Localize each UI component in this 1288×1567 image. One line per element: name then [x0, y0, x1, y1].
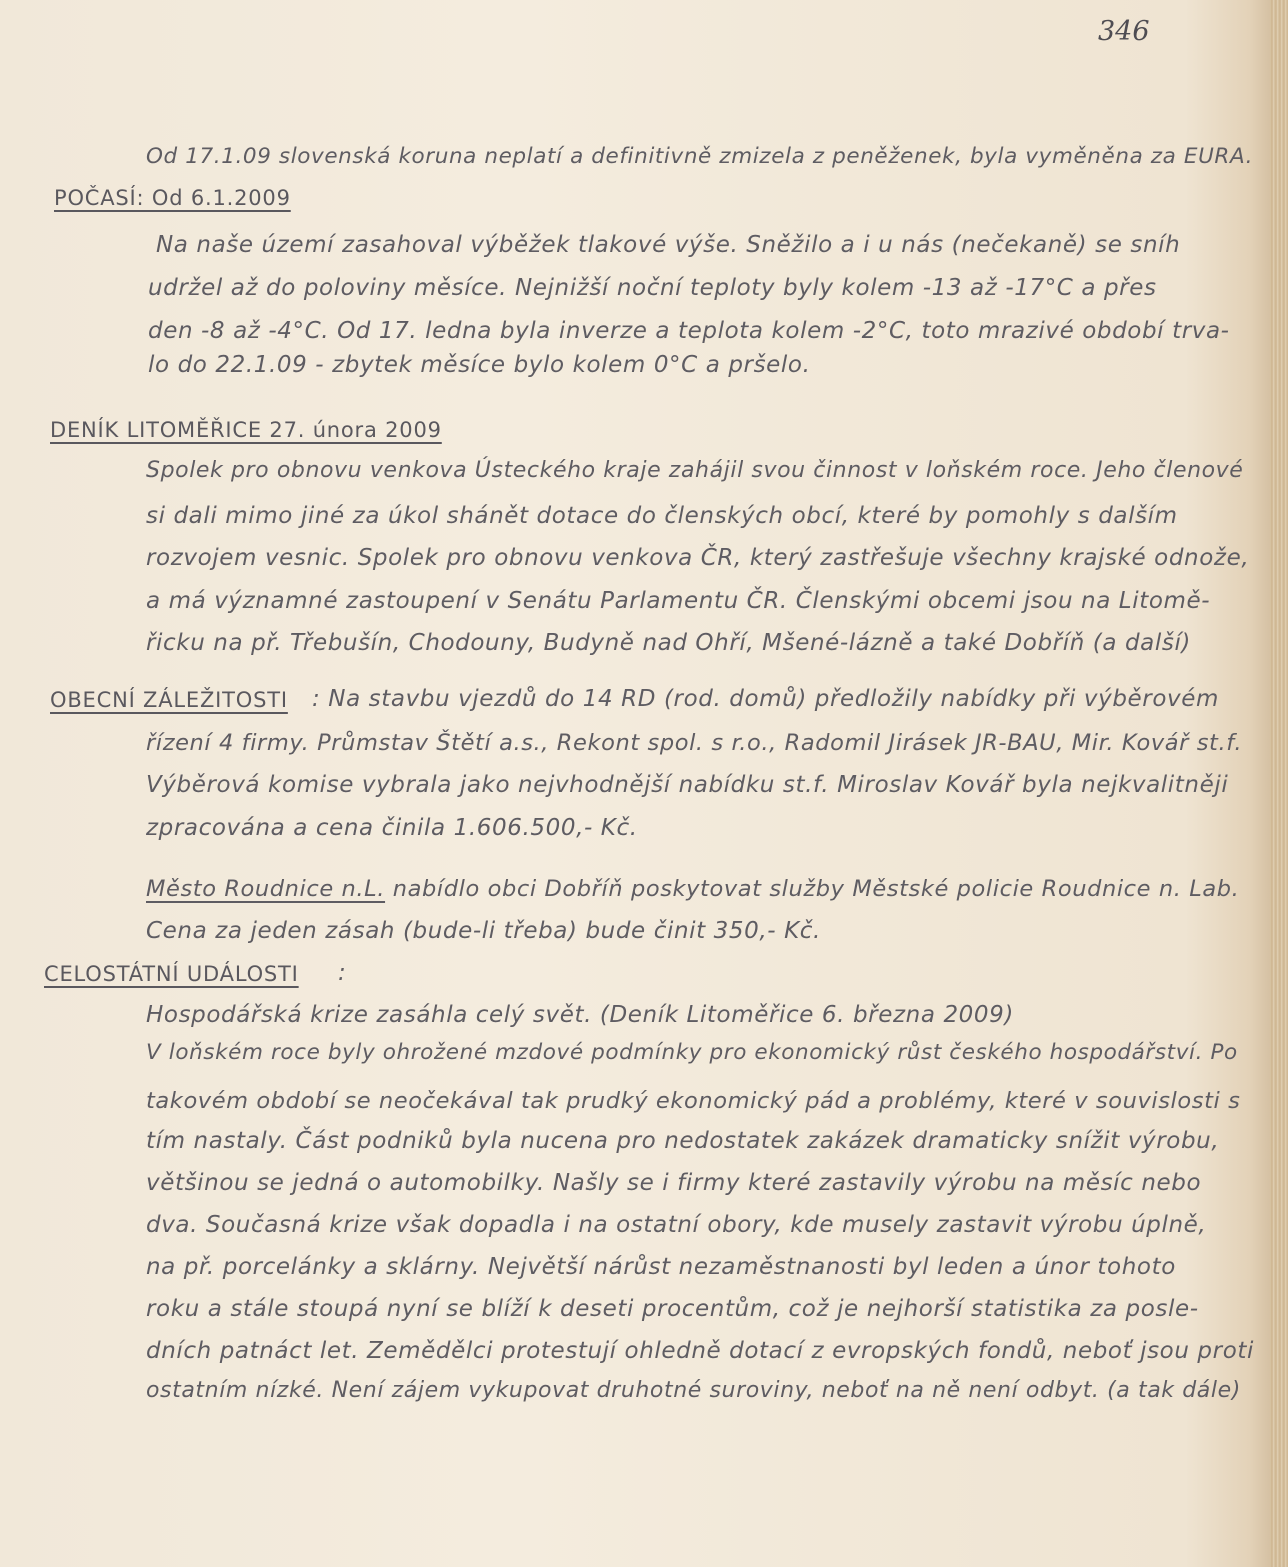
obecni-line: Výběrová komise vybrala jako nejvhodnější nabídku st.f. Miroslav Kovář byla nejkvalitněji [146, 772, 1229, 798]
weather-line: Na naše území zasahoval výběžek tlakové výše. Sněžilo a i u nás (nečekaně) se sníh [156, 232, 1181, 258]
denik-heading: DENÍK LITOMĚŘICE 27. února 2009 [50, 418, 442, 442]
denik-line: si dali mimo jiné za úkol shánět dotace do členských obcí, které by pomohly s dalším [146, 503, 1178, 529]
celostatni-line: ostatním nízké. Není zájem vykupovat druhotné suroviny, neboť na ně není odbyt. (a tak dále) [146, 1378, 1241, 1403]
intro-line: Od 17.1.09 slovenská koruna neplatí a definitivně zmizela z peněženek, byla vyměněna za EURA. [146, 144, 1254, 169]
weather-line: den -8 až -4°C. Od 17. ledna byla inverze a teplota kolem -2°C, toto mrazivé období trva- [148, 318, 1230, 344]
celostatni-line: Hospodářská krize zasáhla celý svět. (Deník Litoměřice 6. března 2009) [146, 1002, 1014, 1028]
mesto-line-2: Cena za jeden zásah (bude-li třeba) bude činit 350,- Kč. [146, 918, 821, 944]
obecni-heading: OBECNÍ ZÁLEŽITOSTI [50, 688, 288, 712]
mesto-underlined: Město Roudnice n.L. [146, 876, 386, 902]
denik-line: rozvojem vesnic. Spolek pro obnovu venkova ČR, který zastřešuje všechny krajské odnože, [146, 545, 1250, 571]
celostatni-line: většinou se jedná o automobilky. Našly se i firmy které zastavily výrobu na měsíc nebo [146, 1170, 1202, 1196]
denik-line: Spolek pro obnovu venkova Ústeckého kraje zahájil svou činnost v loňském roce. Jeho členové [146, 458, 1244, 483]
celostatni-line: V loňském roce byly ohrožené mzdové podmínky pro ekonomický růst českého hospodářství. Po [146, 1040, 1238, 1065]
celostatni-line: dva. Současná krize však dopadla i na ostatní obory, kde musely zastavit výrobu úplně, [146, 1212, 1207, 1238]
denik-line: řicku na př. Třebušín, Chodouny, Budyně nad Ohří, Mšené-lázně a také Dobříň (a další) [146, 630, 1192, 656]
obecni-line: řízení 4 firmy. Průmstav Štětí a.s., Rekont spol. s r.o., Radomil Jirásek JR-BAU, Mir. Kovář st.f. [146, 730, 1243, 756]
celostatni-heading-tail: : [338, 960, 347, 986]
celostatni-line: takovém období se neočekával tak prudký ekonomický pád a problémy, které v souvislosti s [146, 1088, 1241, 1114]
celostatni-line: roku a stále stoupá nyní se blíží k deseti procentům, což je nejhorší statistika za posle- [146, 1296, 1199, 1322]
obecni-heading-tail: : Na stavbu vjezdů do 14 RD (rod. domů) předložily nabídky při výběrovém [312, 686, 1219, 712]
celostatni-line: na př. porcelánky a sklárny. Největší nárůst nezaměstnanosti byl leden a únor tohoto [146, 1254, 1176, 1280]
weather-line: udržel až do poloviny měsíce. Nejnižší noční teploty byly kolem -13 až -17°C a přes [148, 275, 1157, 301]
weather-line: lo do 22.1.09 - zbytek měsíce bylo kolem 0°C a pršelo. [148, 352, 811, 378]
celostatni-line: tím nastaly. Část podniků byla nucena pro nedostatek zakázek dramaticky snížit výrobu, [146, 1128, 1220, 1154]
page-number: 346 [1098, 16, 1150, 47]
obecni-line: zpracována a cena činila 1.606.500,- Kč. [146, 815, 638, 841]
celostatni-heading: CELOSTÁTNÍ UDÁLOSTI [44, 962, 299, 986]
mesto-rest: nabídlo obci Dobříň poskytovat služby Městské policie Roudnice n. Lab. [385, 876, 1240, 902]
page-edge [1270, 0, 1288, 1567]
mesto-line [146, 876, 1239, 902]
denik-line: a má významné zastoupení v Senátu Parlamentu ČR. Členskými obcemi jsou na Litomě- [146, 588, 1211, 614]
weather-heading: POČASÍ: Od 6.1.2009 [54, 186, 291, 210]
celostatni-line: dních patnáct let. Zemědělci protestují ohledně dotací z evropských fondů, neboť jsou proti [146, 1338, 1254, 1364]
